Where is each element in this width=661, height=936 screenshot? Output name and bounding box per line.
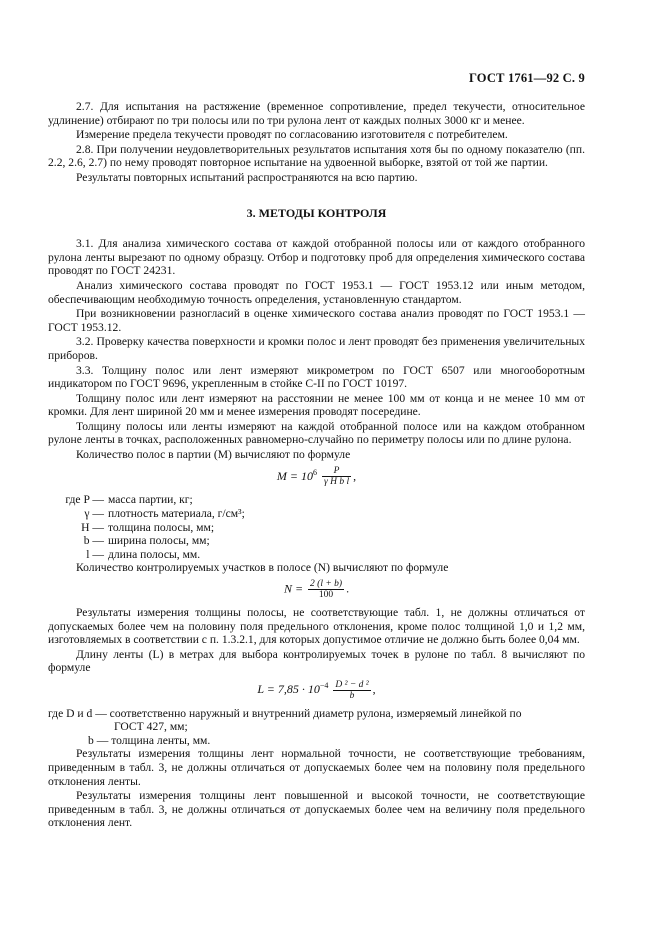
formula-denominator: 100 bbox=[318, 589, 334, 600]
paragraph-3-1: 3.1. Для анализа химического состава от каждой отобранной полосы или от каждого отобранного рулона ленты вырезают по одному образцу. Отбор и подготовку проб для определения химического состава проводят по ГОСТ 24231. bbox=[48, 237, 585, 278]
formula-numerator: 2 (l + b) bbox=[310, 578, 343, 589]
paragraph: Длину ленты (L) в метрах для выбора контролируемых точек в рулоне по табл. 8 вычисляют по формуле bbox=[48, 647, 585, 675]
definition-line: где D и d — соответственно наружный и внутренний диаметр рулона, измеряемый линейкой по bbox=[48, 706, 522, 720]
definition-text: плотность материала, г/см³; bbox=[108, 507, 245, 520]
definition-row bbox=[48, 548, 585, 562]
definition-row bbox=[48, 534, 585, 548]
paragraph: Измерение предела текучести проводят по согласованию изготовителя с потребителем. bbox=[76, 128, 508, 142]
definition-row bbox=[48, 507, 585, 521]
paragraph: Результаты измерения толщины лент повышенной и высокой точности, не соответствующие приведенным в табл. 3, не должны отличаться от допускаемых более чем на величину поля предельного отклонения лент. bbox=[48, 789, 585, 830]
formula-m bbox=[48, 466, 585, 488]
formula-tail: , bbox=[353, 468, 357, 483]
definition-row bbox=[48, 493, 585, 507]
definitions-m bbox=[48, 493, 585, 561]
formula-numerator: D ² − d ² bbox=[335, 679, 369, 690]
paragraph: При возникновении разногласий в оценке химического состава анализ проводят по ГОСТ 1953.1 — ГОСТ 1953.12. bbox=[48, 307, 585, 334]
paragraph-2-8: 2.8. При получении неудовлетворительных результатов испытания хотя бы по одному показателю (пп. 2.2, 2.6, 2.7) по нему проводят повторное испытание на удвоенной выборке, взятой от той же партии. bbox=[48, 142, 585, 170]
formula-lhs: L = 7,85 · 10 bbox=[257, 681, 320, 696]
formula-tail: , bbox=[372, 681, 376, 696]
definition-line: ГОСТ 427, мм; bbox=[114, 720, 188, 734]
definitions-l bbox=[48, 707, 585, 748]
paragraph: Количество контролируемых участков в полосе (N) вычисляют по формуле bbox=[76, 561, 449, 575]
formula-exponent: 6 bbox=[312, 467, 317, 477]
paragraph: Толщину полосы или ленты измеряют на каждой отобранной полосе или на каждом отобранном рулоне ленты в точках, расположенных равномерно-случайно по периметру полосы или по длине рулона. bbox=[48, 419, 585, 447]
paragraph-2-7: 2.7. Для испытания на растяжение (временное сопротивление, предел текучести, относительное удлинение) отбирают по три полосы или по три рулона лент от каждых полных 3000 кг и менее. bbox=[48, 100, 585, 127]
definition-symbol: b — bbox=[83, 534, 104, 548]
formula-n bbox=[48, 579, 585, 600]
section-title: 3. МЕТОДЫ КОНТРОЛЯ bbox=[246, 205, 387, 220]
definition-symbol: где P — bbox=[65, 493, 104, 507]
paragraph: Количество полос в партии (M) вычисляют по формуле bbox=[76, 448, 351, 462]
definition-symbol: H — bbox=[81, 520, 104, 534]
formula-lhs: M = 10 bbox=[276, 468, 313, 483]
formula-fraction bbox=[308, 579, 344, 600]
definition-text: ширина полосы, мм; bbox=[108, 534, 210, 548]
page-header: ГОСТ 1761—92 С. 9 bbox=[468, 71, 585, 85]
formula-fraction bbox=[322, 466, 351, 487]
definition-symbol: l — bbox=[86, 547, 104, 561]
formula-numerator: P bbox=[322, 466, 351, 477]
definition-text: толщина полосы, мм; bbox=[108, 520, 215, 534]
definition-line: b — толщина ленты, мм. bbox=[88, 733, 211, 747]
formula-fraction bbox=[333, 680, 370, 701]
formula-lhs: N = bbox=[283, 581, 304, 596]
paragraph: Результаты повторных испытаний распространяются на всю партию. bbox=[76, 170, 418, 184]
definition-symbol: γ — bbox=[84, 507, 104, 520]
formula-denominator: γ H b l bbox=[323, 477, 350, 488]
paragraph: Результаты измерения толщины полосы, не соответствующие табл. 1, не должны отличаться от допускаемых более чем на половину поля предельного отклонения, кроме полос толщиной 1,0 и 1,2 мм, изготовляемых в соответствии с п. 1.3.2.1, для которых допустимое отличие не должно быть более 0,04 мм. bbox=[48, 605, 585, 647]
paragraph: Результаты измерения толщины лент нормальной точности, не соответствующие требованиям, приведенным в табл. 3, не должны отличаться от допускаемых более чем на половину поля предельного отклонения ленты. bbox=[48, 747, 585, 788]
formula-denominator: b bbox=[349, 690, 355, 701]
formula-l bbox=[48, 679, 585, 701]
paragraph: Толщину полос или лент измеряют на расстоянии не менее 100 мм от конца и не менее 10 мм от кромки. Для лент шириной 20 мм и менее измерения проводят посередине. bbox=[48, 391, 585, 419]
definition-text: масса партии, кг; bbox=[108, 493, 193, 507]
formula-tail: . bbox=[346, 581, 350, 596]
formula-exponent: −4 bbox=[319, 680, 329, 690]
paragraph-3-3: 3.3. Толщину полос или лент измеряют микрометром по ГОСТ 6507 или многооборотным индикатором по ГОСТ 9696, укрепленным в стойке С-II по ГОСТ 10197. bbox=[48, 363, 585, 391]
definition-row bbox=[48, 521, 585, 535]
document-body bbox=[48, 100, 585, 830]
paragraph: Анализ химического состава проводят по ГОСТ 1953.1 — ГОСТ 1953.12 или иным методом, обеспечивающим необходимую точность определения, установленную стандартом. bbox=[48, 278, 585, 306]
definition-text: длина полосы, мм. bbox=[108, 547, 201, 561]
paragraph-3-2: 3.2. Проверку качества поверхности и кромки полос и лент проводят без применения увеличительных приборов. bbox=[48, 335, 585, 362]
